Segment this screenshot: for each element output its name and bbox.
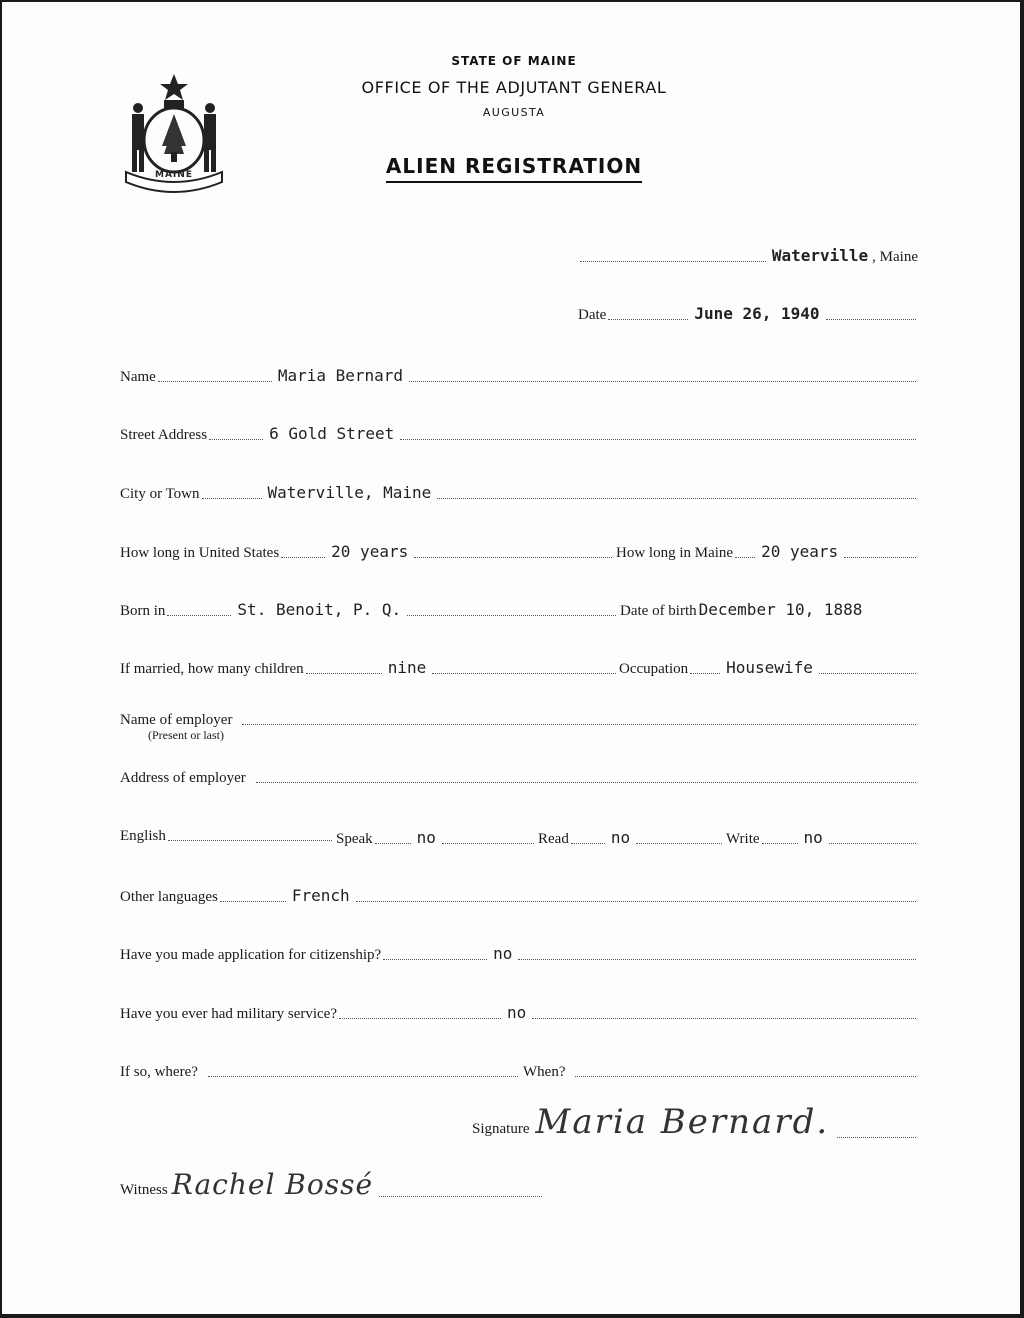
children-value: nine (387, 658, 427, 677)
employer-address-label: Address of employer (120, 770, 246, 786)
children-dots-right (432, 672, 616, 674)
when-dots (575, 1075, 916, 1077)
place-value: Waterville (771, 246, 869, 265)
street-address-field (120, 424, 918, 444)
how-long-us-dots-right (414, 556, 612, 558)
born-in-dots-right (407, 614, 616, 616)
date-label: Date (578, 307, 607, 323)
employer-address-field (120, 770, 918, 787)
read-dots-left (571, 842, 605, 844)
signature-value: Maria Bernard. (535, 1102, 830, 1142)
write-dots-left (762, 842, 798, 844)
citizenship-dots-left (383, 958, 487, 960)
how-long-maine-field (616, 542, 918, 562)
speak-dots-left (375, 842, 411, 844)
employer-name-field (120, 712, 918, 729)
place-field (578, 246, 918, 266)
where-label: If so, where? (120, 1064, 198, 1080)
born-in-label: Born in (120, 603, 166, 619)
place-dots (580, 260, 766, 262)
where-field (120, 1064, 520, 1081)
when-label: When? (523, 1064, 566, 1080)
read-field (538, 828, 724, 848)
street-address-dots-left (209, 438, 263, 440)
date-value: June 26, 1940 (694, 304, 820, 323)
header-city: AUGUSTA (482, 106, 546, 119)
name-value: Maria Bernard (277, 366, 404, 385)
how-long-us-label: How long in United States (120, 545, 280, 561)
occupation-value: Housewife (726, 658, 813, 677)
children-label: If married, how many children (120, 661, 304, 677)
english-field (120, 828, 334, 845)
born-in-value: St. Benoit, P. Q. (237, 600, 402, 619)
citizenship-label: Have you made application for citizenship? (120, 947, 382, 963)
employer-name-sublabel: (Present or last) (148, 728, 224, 742)
write-label: Write (726, 831, 760, 847)
english-label: English (120, 828, 166, 844)
city-town-dots-left (202, 497, 262, 499)
military-label: Have you ever had military service? (120, 1006, 337, 1022)
signature-dots (837, 1136, 916, 1138)
read-dots-right (636, 842, 722, 844)
witness-dots (379, 1195, 542, 1197)
how-long-us-field (120, 542, 614, 562)
witness-field (120, 1168, 544, 1201)
where-dots (208, 1075, 518, 1077)
english-dots (168, 839, 332, 841)
occupation-dots-right (819, 672, 916, 674)
place-suffix: , Maine (872, 249, 918, 265)
other-languages-field (120, 886, 918, 906)
registration-form (2, 2, 1020, 1314)
other-languages-dots-right (356, 900, 916, 902)
read-label: Read (538, 831, 569, 847)
form-title-text: ALIEN REGISTRATION (386, 154, 642, 183)
military-dots-right (532, 1017, 916, 1019)
city-town-label: City or Town (120, 486, 200, 502)
speak-value: no (416, 828, 436, 847)
speak-dots-right (442, 842, 534, 844)
street-address-value: 6 Gold Street (269, 424, 395, 443)
citizenship-dots-right (518, 958, 916, 960)
date-of-birth-value: December 10, 1888 (698, 600, 863, 619)
city-town-field (120, 483, 918, 503)
how-long-maine-label: How long in Maine (616, 545, 734, 561)
witness-value: Rachel Bossé (171, 1168, 374, 1201)
name-dots-left (158, 380, 272, 382)
form-title (2, 154, 1024, 183)
date-dots-right (826, 318, 916, 320)
header-office: OFFICE OF THE ADJUTANT GENERAL (361, 78, 667, 97)
employer-name-dots (242, 723, 916, 725)
write-dots-right (829, 842, 916, 844)
other-languages-dots-left (220, 900, 286, 902)
born-in-field (120, 600, 618, 620)
how-long-us-value: 20 years (331, 542, 409, 561)
city-town-value: Waterville, Maine (267, 483, 432, 502)
how-long-maine-dots-left (735, 556, 755, 558)
when-field (523, 1064, 918, 1081)
date-of-birth-field (620, 600, 922, 620)
date-field (578, 304, 918, 324)
military-dots-left (339, 1017, 501, 1019)
signature-field (472, 1102, 918, 1142)
seal-banner-text: MAINE (155, 170, 193, 180)
children-field (120, 658, 618, 678)
name-label: Name (120, 369, 156, 385)
military-field (120, 1003, 918, 1023)
speak-label: Speak (336, 831, 373, 847)
header-state: STATE OF MAINE (451, 54, 577, 68)
write-field (726, 828, 918, 848)
children-dots-left (306, 672, 382, 674)
read-value: no (610, 828, 631, 847)
occupation-dots-left (690, 672, 720, 674)
military-value: no (507, 1003, 527, 1022)
occupation-label: Occupation (619, 661, 689, 677)
street-address-label: Street Address (120, 427, 208, 443)
speak-field (336, 828, 536, 848)
born-in-dots-left (167, 614, 231, 616)
city-town-dots-right (437, 497, 916, 499)
date-of-birth-label: Date of birth (620, 603, 697, 619)
write-value: no (803, 828, 823, 847)
employer-name-label: Name of employer (120, 712, 233, 728)
how-long-us-dots-left (281, 556, 325, 558)
citizenship-value: no (493, 944, 513, 963)
employer-address-dots (256, 781, 916, 783)
other-languages-value: French (291, 886, 350, 905)
name-field (120, 366, 918, 386)
street-address-dots-right (400, 438, 916, 440)
name-dots-right (409, 380, 916, 382)
witness-label: Witness (120, 1182, 168, 1198)
signature-label: Signature (472, 1121, 530, 1137)
citizenship-field (120, 944, 918, 964)
other-languages-label: Other languages (120, 889, 218, 905)
date-dots-left (608, 318, 688, 320)
how-long-maine-dots-right (844, 556, 916, 558)
how-long-maine-value: 20 years (761, 542, 839, 561)
occupation-field (619, 658, 918, 678)
